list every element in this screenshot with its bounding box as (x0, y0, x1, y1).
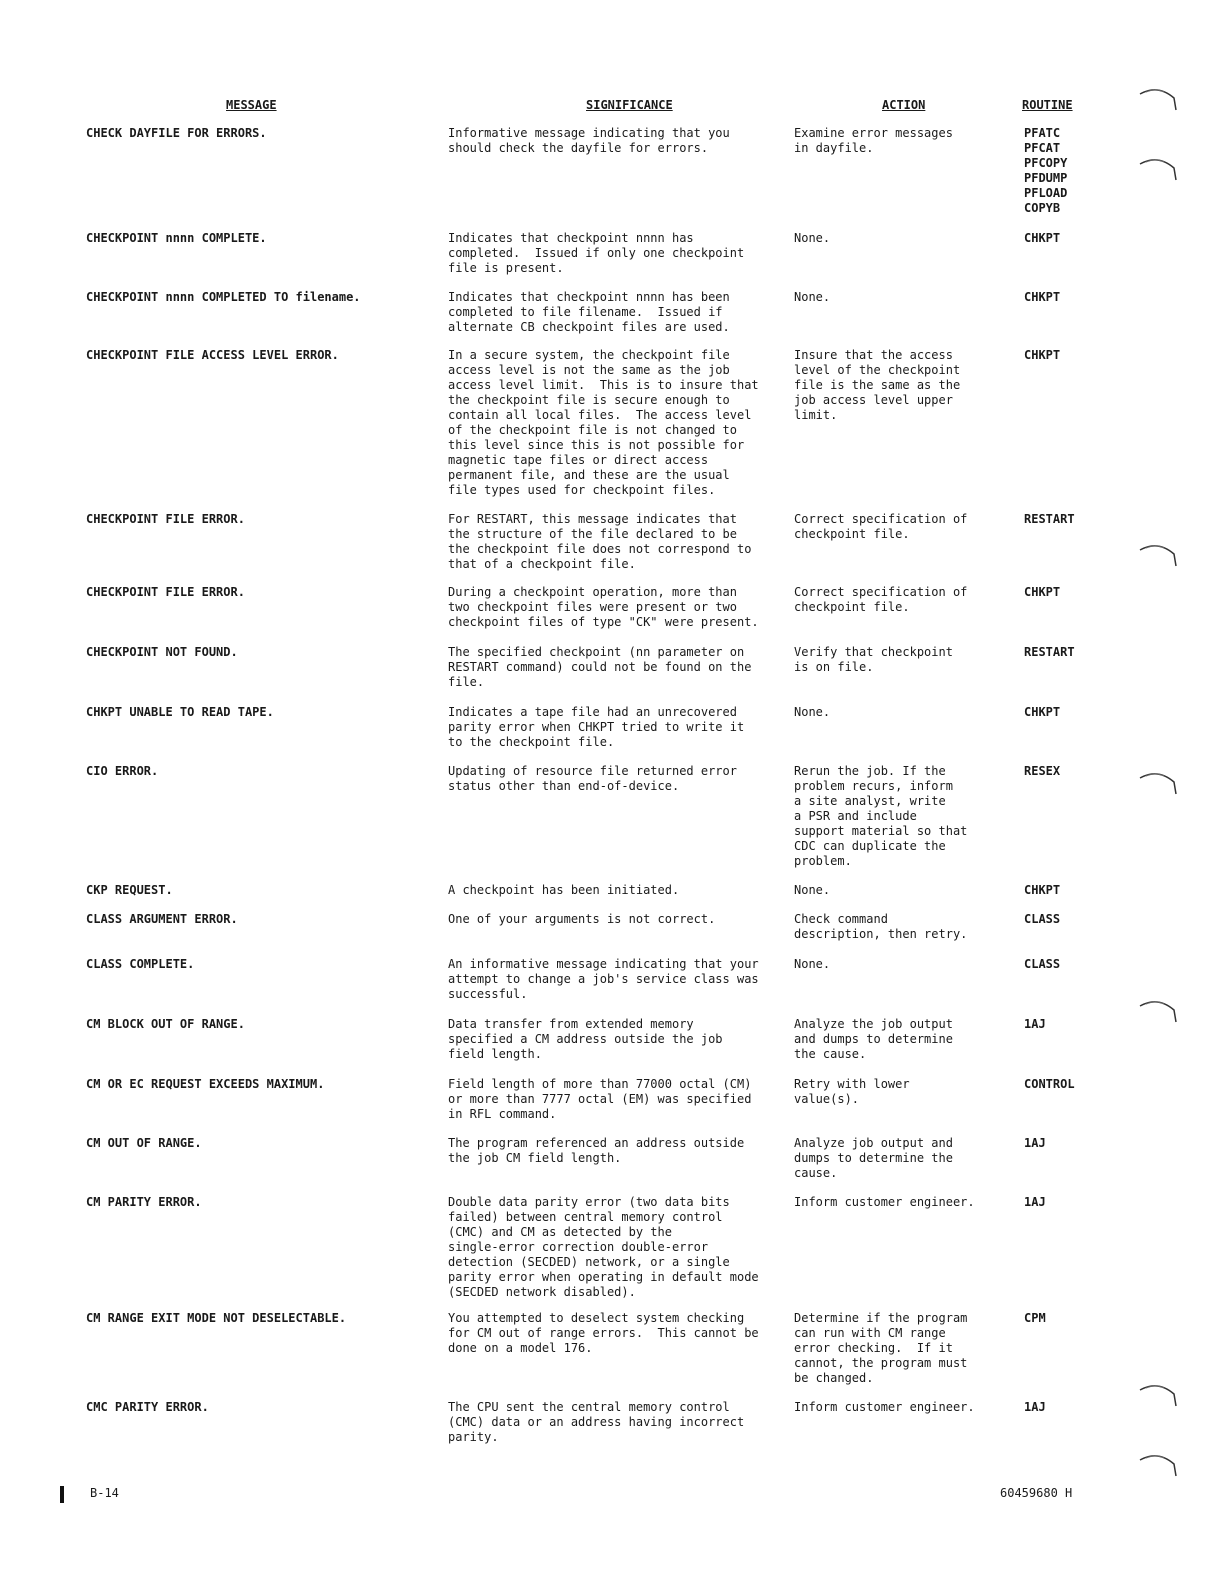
routine-cell: 1AJ (1024, 1017, 1046, 1031)
action-cell: Retry with lower value(s). (794, 1077, 910, 1106)
message-cell: CHECKPOINT FILE ERROR. (86, 585, 245, 599)
binder-hole-icon (1138, 998, 1178, 1024)
significance-cell: In a secure system, the checkpoint file access level is not the same as the job access level limit. This is to insure that the checkpoint file is secure enough to contain all local files. The access level of the checkpoint file is not changed to this level since this is not possible for magnetic tape files or direct access permanent file, and these are the usual file types used for checkpoint files. (448, 348, 759, 497)
message-cell: CIO ERROR. (86, 764, 159, 778)
action-cell: Rerun the job. If the problem recurs, inform a site analyst, write a PSR and include support material so that CDC can duplicate the problem. (794, 764, 968, 868)
significance-cell: Field length of more than 77000 octal (CM) or more than 7777 octal (EM) was specified in RFL command. (448, 1077, 752, 1121)
message-cell: CM RANGE EXIT MODE NOT DESELECTABLE. (86, 1311, 347, 1325)
significance-cell: The specified checkpoint (nn parameter on RESTART command) could not be found on the file. (448, 645, 752, 689)
routine-cell: RESTART (1024, 512, 1075, 526)
action-cell: None. (794, 883, 831, 897)
message-cell: CHECKPOINT NOT FOUND. (86, 645, 238, 659)
action-cell: Inform customer engineer. (794, 1195, 975, 1209)
significance-cell: Double data parity error (two data bits failed) between central memory control (CMC) and CM as detected by the single-error correction double-error detection (SECDED) network, or a single parity error when operating in default mode (SECDED network disabled). (448, 1195, 759, 1299)
message-cell: CLASS ARGUMENT ERROR. (86, 912, 238, 926)
significance-cell: During a checkpoint operation, more than two checkpoint files were present or two checkpoint files of type "CK" were present. (448, 585, 759, 629)
significance-cell: Indicates that checkpoint nnnn has completed. Issued if only one checkpoint file is present. (448, 231, 745, 275)
significance-cell: One of your arguments is not correct. (448, 912, 716, 926)
significance-cell: Updating of resource file returned error status other than end-of-device. (448, 764, 737, 793)
action-cell: Analyze job output and dumps to determine the cause. (794, 1136, 953, 1180)
routine-cell: 1AJ (1024, 1195, 1046, 1209)
significance-cell: Indicates a tape file had an unrecovered parity error when CHKPT tried to write it to the checkpoint file. (448, 705, 745, 749)
action-cell: Verify that checkpoint is on file. (794, 645, 953, 674)
action-cell: Analyze the job output and dumps to determine the cause. (794, 1017, 953, 1061)
routine-cell: 1AJ (1024, 1400, 1046, 1414)
message-cell: CHECKPOINT nnnn COMPLETE. (86, 231, 267, 245)
binder-hole-icon (1138, 1382, 1178, 1408)
routine-cell: CHKPT (1024, 585, 1061, 599)
routine-cell: CLASS (1024, 912, 1061, 926)
routine-cell: PFATC PFCAT PFCOPY PFDUMP PFLOAD COPYB (1024, 126, 1068, 215)
significance-cell: Indicates that checkpoint nnnn has been completed to file filename. Issued if alternate CB checkpoint files are used. (448, 290, 730, 334)
header-routine: ROUTINE (1022, 98, 1073, 112)
action-cell: None. (794, 290, 831, 304)
routine-cell: CPM (1024, 1311, 1046, 1325)
message-cell: CM OR EC REQUEST EXCEEDS MAXIMUM. (86, 1077, 325, 1091)
routine-cell: CHKPT (1024, 705, 1061, 719)
action-cell: Determine if the program can run with CM range error checking. If it cannot, the program must be changed. (794, 1311, 968, 1385)
routine-cell: CHKPT (1024, 290, 1061, 304)
binder-hole-icon (1138, 156, 1178, 182)
message-cell: CM OUT OF RANGE. (86, 1136, 202, 1150)
header-message: MESSAGE (226, 98, 277, 112)
routine-cell: CHKPT (1024, 348, 1061, 362)
action-cell: Correct specification of checkpoint file. (794, 585, 968, 614)
message-cell: CKP REQUEST. (86, 883, 173, 897)
action-cell: Examine error messages in dayfile. (794, 126, 953, 155)
routine-cell: CHKPT (1024, 883, 1061, 897)
routine-cell: CONTROL (1024, 1077, 1075, 1091)
action-cell: None. (794, 705, 831, 719)
action-cell: Check command description, then retry. (794, 912, 968, 941)
change-bar (60, 1486, 64, 1503)
routine-cell: RESEX (1024, 764, 1061, 778)
message-cell: CMC PARITY ERROR. (86, 1400, 209, 1414)
message-cell: CM PARITY ERROR. (86, 1195, 202, 1209)
action-cell: None. (794, 231, 831, 245)
message-cell: CLASS COMPLETE. (86, 957, 195, 971)
message-cell: CHECKPOINT FILE ERROR. (86, 512, 245, 526)
significance-cell: A checkpoint has been initiated. (448, 883, 680, 897)
significance-cell: You attempted to deselect system checking for CM out of range errors. This cannot be done on a model 176. (448, 1311, 759, 1355)
significance-cell: The program referenced an address outside the job CM field length. (448, 1136, 745, 1165)
header-significance: SIGNIFICANCE (586, 98, 673, 112)
document-number: 60459680 H (1000, 1486, 1073, 1500)
message-cell: CHECK DAYFILE FOR ERRORS. (86, 126, 267, 140)
binder-hole-icon (1138, 86, 1178, 112)
routine-cell: RESTART (1024, 645, 1075, 659)
significance-cell: Informative message indicating that you should check the dayfile for errors. (448, 126, 730, 155)
binder-hole-icon (1138, 1452, 1178, 1478)
significance-cell: The CPU sent the central memory control (CMC) data or an address having incorrect parity. (448, 1400, 745, 1444)
routine-cell: 1AJ (1024, 1136, 1046, 1150)
header-action: ACTION (882, 98, 926, 112)
binder-hole-icon (1138, 770, 1178, 796)
binder-hole-icon (1138, 542, 1178, 568)
significance-cell: An informative message indicating that your attempt to change a job's service class was successful. (448, 957, 759, 1001)
action-cell: None. (794, 957, 831, 971)
significance-cell: For RESTART, this message indicates that the structure of the file declared to be the checkpoint file does not correspond to that of a checkpoint file. (448, 512, 752, 571)
action-cell: Insure that the access level of the checkpoint file is the same as the job access level upper limit. (794, 348, 961, 422)
routine-cell: CHKPT (1024, 231, 1061, 245)
message-cell: CHKPT UNABLE TO READ TAPE. (86, 705, 274, 719)
action-cell: Inform customer engineer. (794, 1400, 975, 1414)
message-cell: CM BLOCK OUT OF RANGE. (86, 1017, 245, 1031)
message-cell: CHECKPOINT FILE ACCESS LEVEL ERROR. (86, 348, 339, 362)
message-cell: CHECKPOINT nnnn COMPLETED TO filename. (86, 290, 361, 304)
action-cell: Correct specification of checkpoint file. (794, 512, 968, 541)
significance-cell: Data transfer from extended memory specified a CM address outside the job field length. (448, 1017, 723, 1061)
routine-cell: CLASS (1024, 957, 1061, 971)
page-number: B-14 (90, 1486, 119, 1500)
